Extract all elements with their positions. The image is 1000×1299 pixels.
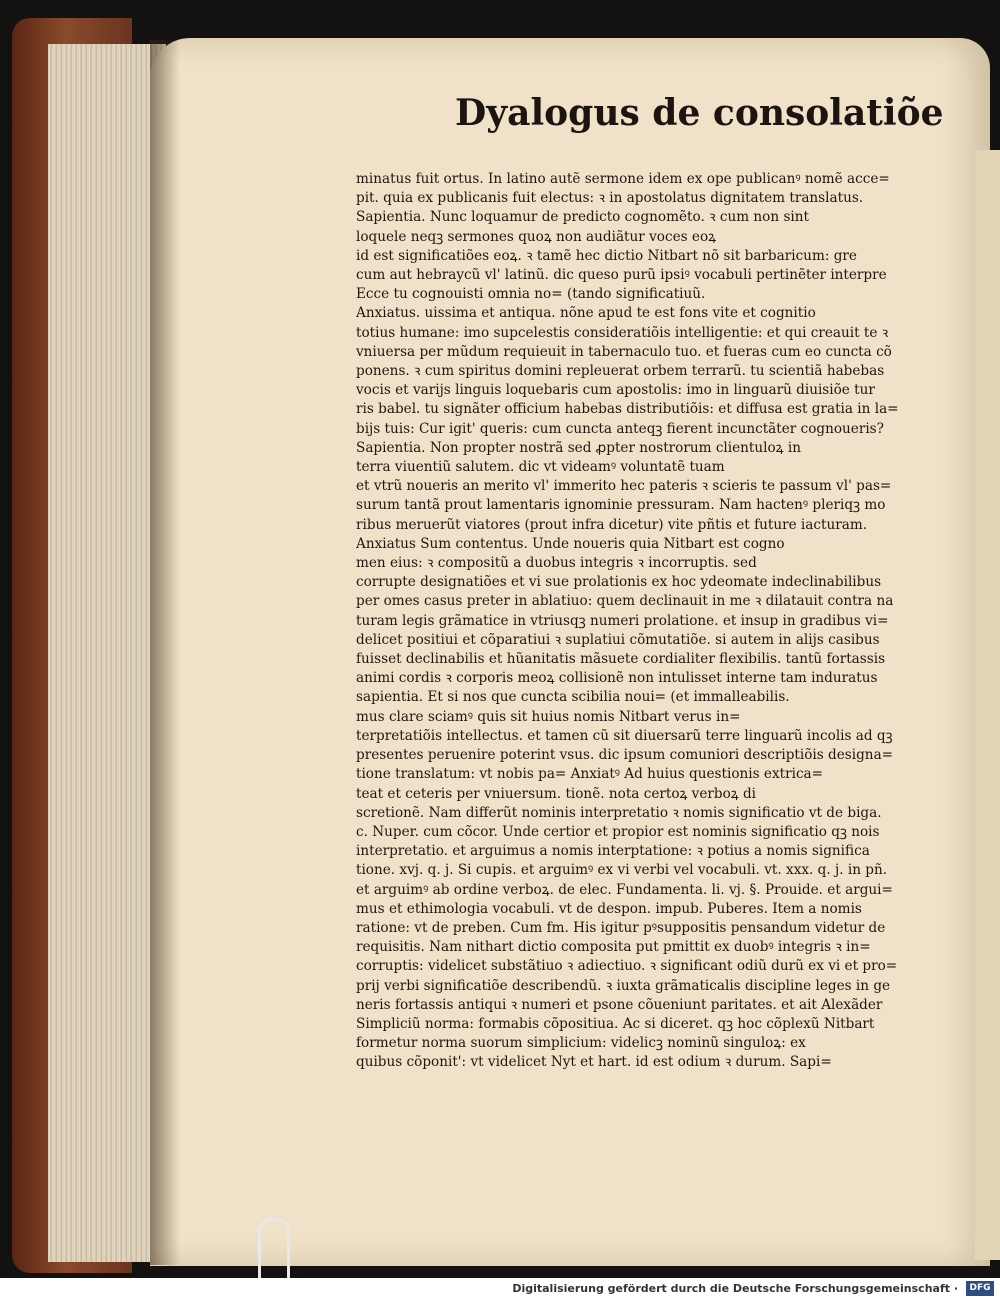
text-line: terpretatiõis intellectus. et tamen cũ sit diuersarũ terre linguarũ incolis ad qꝫ [356, 727, 893, 744]
text-line: Ecce tu cognouisti omnia no= (tando significatiuũ. [356, 286, 706, 303]
text-line: loquele neqꝫ sermones quoꝝ non audiãtur voces eoꝝ [356, 228, 716, 245]
text-line: Sapientia. Non propter nostrã sed ꝓpter nostrorum clientuloꝝ in [356, 439, 801, 456]
text-line: teat et ceteris per vniuersum. tionẽ. nota certoꝝ verboꝝ di [356, 785, 757, 802]
text-line: corruptis: videlicet substãtiuo ꝛ adiectiuo. ꝛ significant odiũ durũ ex vi et pro= [356, 958, 898, 975]
text-line: prij verbi significatiõe describendũ. ꝛ iuxta grãmaticalis discipline leges in ge [356, 977, 891, 994]
text-line: pit. quia ex publicanis fuit electus: ꝛ in apostolatus dignitatem translatus. [356, 190, 864, 207]
text-line: neris fortassis antiqui ꝛ numeri et psone cõueniunt paritates. et ait Alexãder [356, 996, 883, 1013]
footer-credit: Digitalisierung gefördert durch die Deutsche Forschungsgemeinschaft · [512, 1282, 958, 1295]
text-line: tione translatum: vt nobis pa= Anxiatꝰ Ad huius questionis extrica= [356, 766, 824, 783]
facing-page-edge [975, 150, 1000, 1260]
footer-bar [0, 1278, 1000, 1299]
text-line: vniuersa per mũdum requieuit in tabernaculo tuo. et fueras cum eo cuncta cõ [356, 343, 892, 360]
text-line: ribus meruerũt viatores (prout infra dicetur) vite pñtis et future iacturam. [356, 516, 868, 533]
text-line: c. Nuper. cum cõcor. Unde certior et propior est nominis significatio qꝫ nois [356, 823, 880, 840]
text-line: vocis et varijs linguis loquebaris cum apostolis: imo in linguarũ diuisiõe tur [356, 382, 875, 399]
page-edges [48, 44, 166, 1262]
text-line: animi cordis ꝛ corporis meoꝝ collisionẽ non intulisset interne tam induratus [356, 670, 878, 687]
text-line: per omes casus preter in ablatiuo: quem declinauit in me ꝛ dilatauit contra na [356, 593, 894, 610]
text-line: Anxiatus Sum contentus. Unde noueris quia Nitbart est cogno [356, 535, 785, 552]
spine-shadow [150, 40, 180, 1265]
text-line: totius humane: imo supcelestis consideratiõis intelligentie: et qui creauit te ꝛ [356, 324, 889, 341]
text-line: Simpliciũ norma: formabis cõpositiua. Ac si diceret. qꝫ hoc cõplexũ Nitbart [356, 1015, 875, 1032]
text-line: cum aut hebraycũ vl' latinũ. dic queso purũ ipsiꝰ vocabuli pertinẽter interpre [356, 267, 887, 284]
text-line: corrupte designatiões et vi sue prolationis ex hoc ydeomate indeclinabilibus [356, 574, 882, 591]
text-line: sapientia. Et si nos que cuncta scibilia noui= (et immalleabilis. [356, 689, 790, 706]
text-line: Anxiatus. uissima et antiqua. nõne apud te est fons vite et cognitio [356, 305, 816, 322]
text-line: mus et ethimologia vocabuli. vt de despon. impub. Puberes. Item a nomis [356, 900, 862, 917]
book-clip [258, 1218, 290, 1278]
text-line: turam legis grãmatice in vtriusqꝫ numeri prolatione. et insup in gradibus vi= [356, 612, 889, 629]
text-line: interpretatio. et arguimus a nomis interptatione: ꝛ potius a nomis significa [356, 843, 870, 860]
text-line: et vtrũ noueris an merito vl' immerito hec pateris ꝛ scieris te passum vl' pas= [356, 478, 892, 495]
text-line: surum tantã prout lamentaris ignominie pressuram. Nam hactenꝰ pleriqꝫ mo [356, 497, 886, 514]
text-line: fuisset declinabilis et hũanitatis mãsuete cordialiter flexibilis. tantũ fortassis [356, 651, 886, 668]
text-line: formetur norma suorum simplicium: videlicꝫ nominũ singuloꝝ: ex [356, 1035, 806, 1052]
text-line: ponens. ꝛ cum spiritus domini repleuerat orbem terrarũ. tu scientiã habebas [356, 363, 885, 380]
text-line: et arguimꝰ ab ordine verboꝝ. de elec. Fundamenta. li. vj. §. Prouide. et argui= [356, 881, 893, 898]
text-line: ratione: vt de preben. Cum fm. His igitur pꝰsuppositis pensandum videtur de [356, 919, 886, 936]
text-line: id est significatiões eoꝝ. ꝛ tamẽ hec dictio Nitbart nõ sit barbaricum: gre [356, 247, 857, 264]
text-block [356, 170, 938, 1071]
text-line: delicet positiui et cõparatiui ꝛ suplatiui cõmutatiõe. si autem in alijs casibus [356, 631, 880, 648]
text-line: ris babel. tu signãter officium habebas distributiõis: et diffusa est gratia in la= [356, 401, 899, 418]
text-line: requisitis. Nam nithart dictio composita put pmittit ex duobꝰ integris ꝛ in= [356, 939, 871, 956]
dfg-logo: DFG [966, 1281, 994, 1296]
text-line: mus clare sciamꝰ quis sit huius nomis Nitbart verus in= [356, 708, 741, 725]
text-line: minatus fuit ortus. In latino autẽ sermone idem ex ope publicanꝰ nomẽ acce= [356, 171, 890, 187]
text-line: bijs tuis: Cur igit' queris: cum cuncta anteqꝫ fierent incunctãter cognoueris? [356, 420, 884, 437]
text-line: men eius: ꝛ compositũ a duobus integris ꝛ incorruptis. sed [356, 555, 757, 572]
text-line: presentes peruenire poterint vsus. dic ipsum comuniori descriptiõis designa= [356, 747, 894, 764]
text-line: scretionẽ. Nam differũt nominis interpretatio ꝛ nomis significatio vt de biga. [356, 804, 882, 821]
text-line: Sapientia. Nunc loquamur de predicto cognomẽto. ꝛ cum non sint [356, 209, 809, 226]
running-header: Dyalogus de consolatiõe [455, 92, 944, 134]
text-line: tione. xvj. q. j. Si cupis. et arguimꝰ ex vi verbi vel vocabuli. vt. xxx. q. j. in pñ. [356, 862, 888, 879]
text-line: quibus cõponit': vt videlicet Nyt et hart. id est odium ꝛ durum. Sapi= [356, 1054, 832, 1071]
text-line: terra viuentiũ salutem. dic vt videamꝰ voluntatẽ tuam [356, 459, 725, 476]
